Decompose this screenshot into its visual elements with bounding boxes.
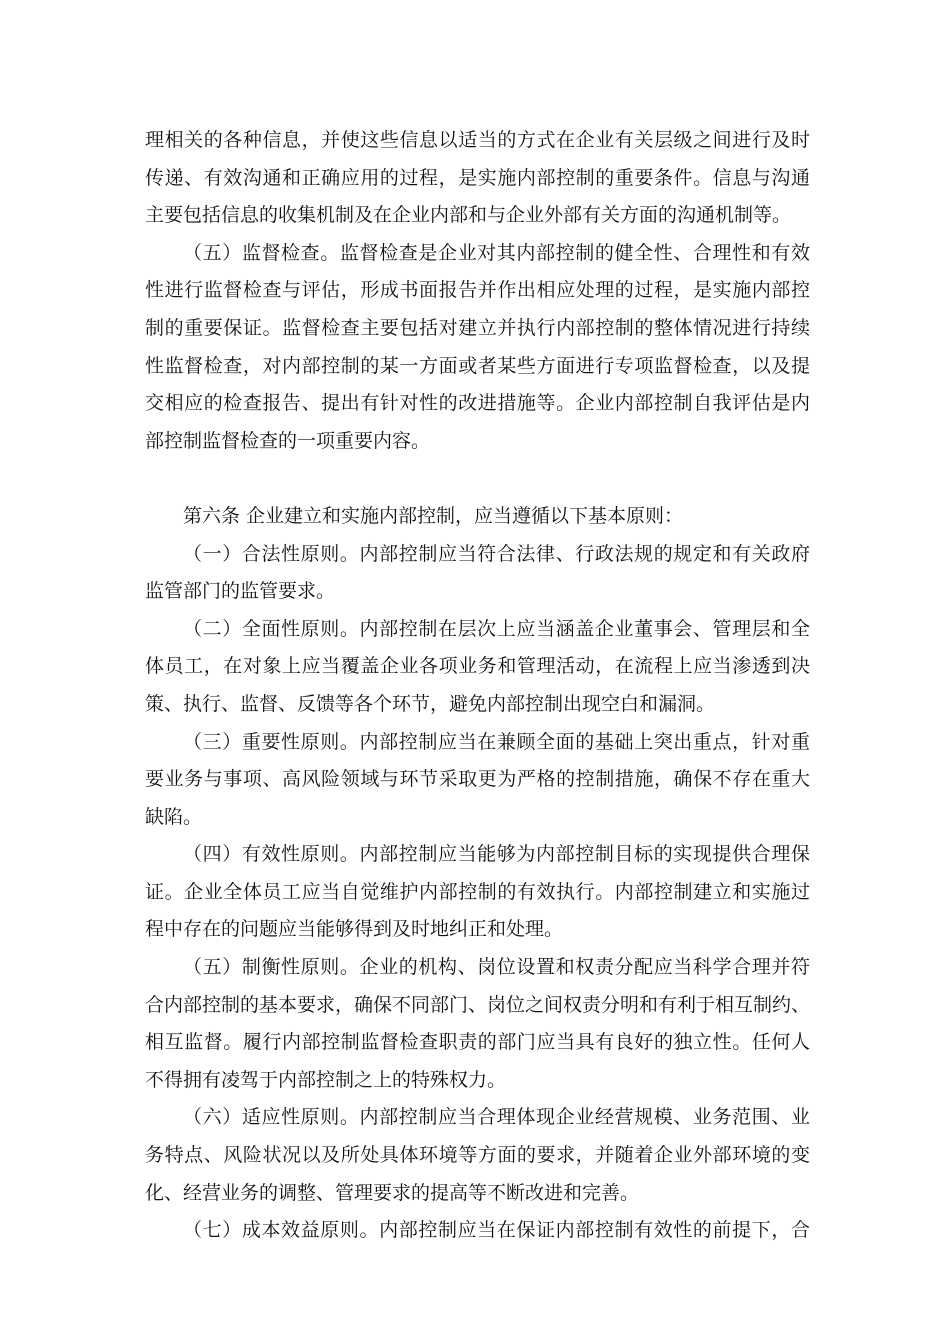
text-line: 传递、有效沟通和正确应用的过程，是实施内部控制的重要条件。信息与沟通 <box>145 166 810 189</box>
paragraph <box>145 611 810 724</box>
text-line: 相互监督。履行内部控制监督检查职责的部门应当具有良好的独立性。任何人 <box>145 1031 810 1054</box>
paragraph <box>145 724 810 837</box>
document-page <box>145 122 810 1250</box>
text-line: 化、经营业务的调整、管理要求的提高等不断改进和完善。 <box>145 1181 640 1204</box>
text-line: （三）重要性原则。内部控制应当在兼顾全面的基础上突出重点，针对重 <box>183 730 810 753</box>
text-line: 证。企业全体员工应当自觉维护内部控制的有效执行。内部控制建立和实施过 <box>145 880 810 903</box>
text-line: 第六条 企业建立和实施内部控制，应当遵循以下基本原则： <box>183 504 684 527</box>
paragraph <box>145 1099 810 1212</box>
paragraph <box>145 498 810 536</box>
text-line: 主要包括信息的收集机制及在企业内部和与企业外部有关方面的沟通机制等。 <box>145 204 792 227</box>
paragraph <box>145 122 810 235</box>
text-line: 性监督检查，对内部控制的某一方面或者某些方面进行专项监督检查，以及提 <box>145 354 810 377</box>
text-line: 策、执行、监督、反馈等各个环节，避免内部控制出现空白和漏洞。 <box>145 692 716 715</box>
text-line: （五）监督检查。监督检查是企业对其内部控制的健全性、合理性和有效 <box>183 241 810 264</box>
paragraph <box>145 235 810 461</box>
paragraph <box>145 836 810 949</box>
text-line: 不得拥有凌驾于内部控制之上的特殊权力。 <box>145 1068 507 1091</box>
text-line: 体员工，在对象上应当覆盖企业各项业务和管理活动，在流程上应当渗透到决 <box>145 655 810 678</box>
text-line: 程中存在的问题应当能够得到及时地纠正和处理。 <box>145 918 564 941</box>
text-line: 性进行监督检查与评估，形成书面报告并作出相应处理的过程，是实施内部控 <box>145 279 810 302</box>
text-line: 合内部控制的基本要求，确保不同部门、岗位之间权责分明和有利于相互制约、 <box>145 993 811 1016</box>
text-line: （一）合法性原则。内部控制应当符合法律、行政法规的规定和有关政府 <box>183 542 810 565</box>
text-line: （二）全面性原则。内部控制在层次上应当涵盖企业董事会、管理层和全 <box>183 617 810 640</box>
text-line: 要业务与事项、高风险领域与环节采取更为严格的控制措施，确保不存在重大 <box>145 768 810 791</box>
paragraph <box>145 1212 810 1250</box>
text-line: （五）制衡性原则。企业的机构、岗位设置和权责分配应当科学合理并符 <box>183 956 810 979</box>
paragraph <box>145 949 810 1099</box>
paragraph <box>145 536 810 611</box>
text-line: 制的重要保证。监督检查主要包括对建立并执行内部控制的整体情况进行持续 <box>145 316 810 339</box>
text-line: 部控制监督检查的一项重要内容。 <box>145 429 431 452</box>
text-line: （四）有效性原则。内部控制应当能够为内部控制目标的实现提供合理保 <box>183 843 810 866</box>
text-line: 监管部门的监管要求。 <box>145 580 336 603</box>
paragraph-gap <box>145 460 810 498</box>
text-line: 务特点、风险状况以及所处具体环境等方面的要求，并随着企业外部环境的变 <box>145 1144 810 1167</box>
text-line: 理相关的各种信息，并使这些信息以适当的方式在企业有关层级之间进行及时 <box>145 129 810 151</box>
text-line: 交相应的检查报告、提出有针对性的改进措施等。企业内部控制自我评估是内 <box>145 392 810 415</box>
text-line: （七）成本效益原则。内部控制应当在保证内部控制有效性的前提下，合 <box>183 1219 810 1242</box>
text-line: 缺陷。 <box>145 805 203 828</box>
text-line: （六）适应性原则。内部控制应当合理体现企业经营规模、业务范围、业 <box>183 1106 810 1129</box>
